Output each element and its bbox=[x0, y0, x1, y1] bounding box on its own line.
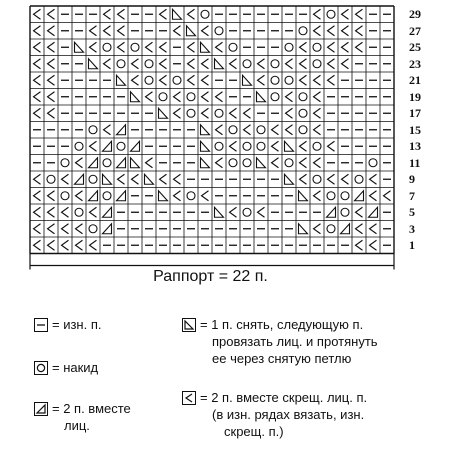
twisted-k2tog-mark bbox=[76, 224, 83, 234]
twisted-k2tog-mark bbox=[174, 191, 181, 201]
ssk-triangle bbox=[89, 59, 98, 69]
twisted-k2tog-mark bbox=[34, 207, 41, 217]
yarn-over-circle bbox=[369, 159, 377, 167]
twisted-k2tog-mark bbox=[342, 174, 349, 184]
twisted-k2tog-mark bbox=[384, 191, 391, 201]
twisted-k2tog-mark bbox=[230, 108, 237, 118]
twisted-k2tog-mark bbox=[76, 240, 83, 250]
twisted-k2tog-mark bbox=[34, 240, 41, 250]
yarn-over-circle bbox=[229, 126, 237, 134]
twisted-k2tog-mark bbox=[300, 158, 307, 168]
twisted-k2tog-mark bbox=[118, 42, 125, 52]
yarn-over-circle bbox=[131, 43, 139, 51]
twisted-k2tog-mark bbox=[160, 42, 167, 52]
twisted-k2tog-mark bbox=[370, 240, 377, 250]
twisted-k2tog-mark bbox=[48, 108, 55, 118]
k2tog-triangle bbox=[117, 191, 126, 201]
twisted-k2tog-mark bbox=[118, 9, 125, 19]
twisted-k2tog-mark bbox=[90, 42, 97, 52]
twisted-k2tog-mark bbox=[48, 92, 55, 102]
twisted-k2tog-mark bbox=[48, 9, 55, 19]
yarn-over-circle bbox=[215, 142, 223, 150]
k2tog-triangle bbox=[131, 141, 140, 151]
twisted-k2tog-mark bbox=[328, 26, 335, 36]
yarn-over-circle bbox=[215, 109, 223, 117]
twisted-k2tog-mark bbox=[342, 9, 349, 19]
twisted-k2tog-mark bbox=[174, 174, 181, 184]
twisted-k2tog-mark bbox=[328, 59, 335, 69]
legend-twisted-line3: скрещ. п.) bbox=[224, 424, 284, 439]
right-triangle-icon bbox=[34, 402, 48, 416]
twisted-k2tog-mark bbox=[216, 125, 223, 135]
yarn-over-circle bbox=[103, 159, 111, 167]
yarn-over-circle bbox=[187, 93, 195, 101]
ssk-triangle bbox=[285, 174, 294, 184]
twisted-k2tog-mark bbox=[356, 42, 363, 52]
twisted-k2tog-mark bbox=[202, 108, 209, 118]
twisted-k2tog-mark bbox=[90, 240, 97, 250]
legend-k2tog-line2: лиц. bbox=[64, 418, 90, 433]
twisted-k2tog-mark bbox=[62, 207, 69, 217]
twisted-k2tog-mark bbox=[188, 42, 195, 52]
ssk-triangle bbox=[215, 59, 224, 69]
twisted-k2tog-mark bbox=[34, 59, 41, 69]
twisted-k2tog-mark bbox=[328, 141, 335, 151]
twisted-k2tog-mark bbox=[230, 59, 237, 69]
twisted-k2tog-mark bbox=[314, 224, 321, 234]
row-number: 11 bbox=[409, 155, 421, 170]
twisted-k2tog-mark bbox=[90, 141, 97, 151]
twisted-k2tog-mark bbox=[286, 59, 293, 69]
dash-box-icon bbox=[34, 318, 48, 332]
yarn-over-circle bbox=[89, 225, 97, 233]
twisted-k2tog-mark bbox=[188, 9, 195, 19]
ssk-triangle bbox=[257, 92, 266, 102]
twisted-k2tog-mark bbox=[314, 191, 321, 201]
yarn-over-circle bbox=[313, 43, 321, 51]
twisted-k2tog-mark bbox=[258, 59, 265, 69]
k2tog-triangle bbox=[117, 125, 126, 135]
twisted-k2tog-mark bbox=[48, 26, 55, 36]
row-number: 17 bbox=[409, 106, 421, 121]
twisted-k2tog-mark bbox=[300, 59, 307, 69]
twisted-k2tog-mark bbox=[244, 125, 251, 135]
twisted-k2tog-mark bbox=[300, 174, 307, 184]
twisted-k2tog-mark bbox=[48, 42, 55, 52]
k2tog-triangle bbox=[103, 207, 112, 217]
yarn-over-circle bbox=[285, 76, 293, 84]
twisted-k2tog-mark bbox=[328, 42, 335, 52]
twisted-k2tog-mark bbox=[342, 26, 349, 36]
legend-twisted-line2: (в изн. рядах вязать, изн. bbox=[212, 407, 365, 422]
twisted-k2tog-mark bbox=[62, 224, 69, 234]
yarn-over-circle bbox=[89, 175, 97, 183]
twisted-k2tog-mark bbox=[370, 224, 377, 234]
yarn-over-circle bbox=[341, 208, 349, 216]
twisted-k2tog-mark bbox=[216, 42, 223, 52]
yarn-over-circle bbox=[61, 192, 69, 200]
twisted-k2tog-mark bbox=[118, 26, 125, 36]
twisted-k2tog-mark bbox=[356, 207, 363, 217]
twisted-k2tog-mark bbox=[370, 191, 377, 201]
row-number: 15 bbox=[409, 122, 421, 137]
twisted-k2tog-mark bbox=[146, 42, 153, 52]
legend-ssk-text bbox=[200, 316, 378, 367]
twisted-k2tog-mark bbox=[34, 9, 41, 19]
chart-grid bbox=[30, 6, 394, 254]
yarn-over-circle bbox=[103, 192, 111, 200]
ssk-triangle bbox=[145, 174, 154, 184]
twisted-k2tog-mark bbox=[90, 26, 97, 36]
twisted-k2tog-mark bbox=[34, 108, 41, 118]
yarn-over-circle bbox=[313, 175, 321, 183]
ssk-triangle bbox=[299, 191, 308, 201]
twisted-k2tog-mark bbox=[34, 26, 41, 36]
twisted-k2tog-mark bbox=[62, 240, 69, 250]
repeat-label: Раппорт = 22 п. bbox=[153, 268, 268, 285]
twisted-k2tog-mark bbox=[104, 125, 111, 135]
yarn-over-circle bbox=[117, 60, 125, 68]
row-number: 5 bbox=[409, 205, 415, 220]
row-number: 19 bbox=[409, 89, 421, 104]
row-number: 21 bbox=[409, 73, 421, 88]
yarn-over-circle bbox=[327, 10, 335, 18]
yarn-over-circle bbox=[89, 126, 97, 134]
yarn-over-circle bbox=[229, 159, 237, 167]
twisted-k2tog-mark bbox=[202, 75, 209, 85]
yarn-over-circle bbox=[187, 109, 195, 117]
twisted-k2tog-mark bbox=[174, 26, 181, 36]
twisted-k2tog-mark bbox=[314, 26, 321, 36]
yarn-over-circle bbox=[215, 27, 223, 35]
twisted-k2tog-mark bbox=[160, 174, 167, 184]
twisted-k2tog-mark bbox=[258, 207, 265, 217]
twisted-k2tog-mark bbox=[328, 174, 335, 184]
yarn-over-circle bbox=[117, 142, 125, 150]
ssk-triangle bbox=[257, 158, 266, 168]
yarn-over-circle bbox=[243, 159, 251, 167]
legend-twisted-text bbox=[200, 389, 367, 440]
twisted-k2tog-mark bbox=[314, 108, 321, 118]
legend-ssk-line2: провязать лиц. и протянуть bbox=[212, 334, 378, 349]
ssk-triangle bbox=[131, 92, 140, 102]
yarn-over-circle bbox=[243, 142, 251, 150]
yarn-over-circle bbox=[271, 60, 279, 68]
yarn-over-circle bbox=[271, 76, 279, 84]
k2tog-triangle bbox=[89, 191, 98, 201]
yarn-over-circle bbox=[299, 109, 307, 117]
twisted-k2tog-mark bbox=[76, 158, 83, 168]
row-number: 23 bbox=[409, 56, 421, 71]
yarn-over-circle bbox=[313, 142, 321, 150]
ssk-triangle bbox=[159, 108, 168, 118]
legend-ssk-line1: = 1 п. снять, следующую п. bbox=[200, 317, 364, 332]
ssk-triangle bbox=[285, 141, 294, 151]
yarn-over-circle bbox=[327, 225, 335, 233]
twisted-k2tog-mark bbox=[160, 59, 167, 69]
row-number: 9 bbox=[409, 172, 415, 187]
twisted-k2tog-mark bbox=[202, 59, 209, 69]
yarn-over-circle bbox=[61, 159, 69, 167]
twisted-k2tog-mark bbox=[188, 59, 195, 69]
circle-box-icon bbox=[34, 361, 48, 375]
ssk-triangle bbox=[201, 125, 210, 135]
twisted-k2tog-mark bbox=[300, 42, 307, 52]
twisted-k2tog-mark bbox=[48, 240, 55, 250]
ssk-triangle bbox=[75, 42, 84, 52]
yarn-over-circle bbox=[173, 76, 181, 84]
legend-k2tog-text bbox=[52, 400, 131, 434]
yarn-over-circle bbox=[341, 192, 349, 200]
ssk-triangle bbox=[159, 191, 168, 201]
left-triangle-icon bbox=[182, 318, 196, 332]
twisted-k2tog-mark bbox=[314, 75, 321, 85]
ssk-triangle bbox=[299, 224, 308, 234]
twisted-k2tog-mark bbox=[118, 174, 125, 184]
k2tog-triangle bbox=[89, 158, 98, 168]
twisted-k2tog-mark bbox=[230, 207, 237, 217]
yarn-over-circle bbox=[243, 60, 251, 68]
row-number: 7 bbox=[409, 188, 415, 203]
twisted-k2tog-mark bbox=[356, 26, 363, 36]
k2tog-triangle bbox=[103, 141, 112, 151]
yarn-over-circle bbox=[145, 76, 153, 84]
row-number: 27 bbox=[409, 23, 421, 38]
twisted-k2tog-mark bbox=[146, 92, 153, 102]
twisted-k2tog-mark bbox=[356, 240, 363, 250]
row-number: 29 bbox=[409, 7, 421, 22]
yarn-over-circle bbox=[229, 43, 237, 51]
ssk-triangle bbox=[243, 75, 252, 85]
k2tog-triangle bbox=[341, 224, 350, 234]
twisted-k2tog-mark bbox=[34, 224, 41, 234]
angle-bracket-icon bbox=[182, 391, 196, 405]
twisted-k2tog-mark bbox=[160, 75, 167, 85]
yarn-over-circle bbox=[299, 27, 307, 35]
twisted-k2tog-mark bbox=[34, 75, 41, 85]
twisted-k2tog-mark bbox=[104, 9, 111, 19]
yarn-over-circle bbox=[299, 93, 307, 101]
twisted-k2tog-mark bbox=[174, 92, 181, 102]
yarn-over-circle bbox=[257, 142, 265, 150]
twisted-k2tog-mark bbox=[314, 158, 321, 168]
ssk-triangle bbox=[103, 174, 112, 184]
twisted-k2tog-mark bbox=[34, 92, 41, 102]
row-number: 25 bbox=[409, 40, 421, 55]
twisted-k2tog-mark bbox=[34, 191, 41, 201]
twisted-k2tog-mark bbox=[216, 158, 223, 168]
yarn-over-circle bbox=[201, 10, 209, 18]
twisted-k2tog-mark bbox=[272, 141, 279, 151]
twisted-k2tog-mark bbox=[202, 191, 209, 201]
twisted-k2tog-mark bbox=[48, 207, 55, 217]
twisted-k2tog-mark bbox=[104, 59, 111, 69]
legend-yarn-over-text: = накид bbox=[52, 360, 99, 375]
yarn-over-circle bbox=[271, 93, 279, 101]
ssk-triangle bbox=[201, 158, 210, 168]
legend-k2tog-line1: = 2 п. вместе bbox=[52, 401, 131, 416]
twisted-k2tog-mark bbox=[48, 191, 55, 201]
yarn-over-circle bbox=[257, 126, 265, 134]
twisted-k2tog-mark bbox=[342, 42, 349, 52]
twisted-k2tog-mark bbox=[244, 108, 251, 118]
yarn-over-circle bbox=[159, 93, 167, 101]
twisted-k2tog-mark bbox=[202, 26, 209, 36]
twisted-k2tog-mark bbox=[216, 92, 223, 102]
twisted-k2tog-mark bbox=[356, 224, 363, 234]
twisted-k2tog-mark bbox=[258, 75, 265, 85]
twisted-k2tog-mark bbox=[48, 59, 55, 69]
twisted-k2tog-mark bbox=[300, 141, 307, 151]
ssk-triangle bbox=[131, 158, 140, 168]
row-number: 1 bbox=[409, 238, 415, 253]
k2tog-triangle bbox=[327, 207, 336, 217]
ssk-triangle bbox=[187, 26, 196, 36]
twisted-k2tog-mark bbox=[286, 92, 293, 102]
ssk-triangle bbox=[201, 141, 210, 151]
twisted-k2tog-mark bbox=[272, 158, 279, 168]
ssk-triangle bbox=[173, 9, 182, 19]
ssk-triangle bbox=[215, 207, 224, 217]
legend-purl-text: = изн. п. bbox=[52, 317, 102, 332]
k2tog-triangle bbox=[75, 174, 84, 184]
yarn-over-circle bbox=[285, 159, 293, 167]
twisted-k2tog-mark bbox=[286, 108, 293, 118]
k2tog-triangle bbox=[355, 191, 364, 201]
twisted-k2tog-mark bbox=[174, 108, 181, 118]
yarn-over-circle bbox=[327, 192, 335, 200]
ssk-triangle bbox=[117, 75, 126, 85]
row-number: 13 bbox=[409, 139, 421, 154]
twisted-k2tog-mark bbox=[48, 224, 55, 234]
yarn-over-circle bbox=[285, 43, 293, 51]
yarn-over-circle bbox=[313, 60, 321, 68]
legend-twisted-line1: = 2 п. вместе скрещ. лиц. п. bbox=[200, 390, 368, 405]
twisted-k2tog-mark bbox=[90, 207, 97, 217]
twisted-k2tog-mark bbox=[370, 174, 377, 184]
twisted-k2tog-mark bbox=[356, 9, 363, 19]
twisted-k2tog-mark bbox=[104, 26, 111, 36]
twisted-k2tog-mark bbox=[314, 92, 321, 102]
row-number: 3 bbox=[409, 221, 415, 236]
twisted-k2tog-mark bbox=[146, 158, 153, 168]
twisted-k2tog-mark bbox=[230, 141, 237, 151]
twisted-k2tog-mark bbox=[300, 75, 307, 85]
twisted-k2tog-mark bbox=[34, 42, 41, 52]
k2tog-triangle bbox=[369, 207, 378, 217]
twisted-k2tog-mark bbox=[286, 125, 293, 135]
yarn-over-circle bbox=[103, 43, 111, 51]
yarn-over-circle bbox=[355, 175, 363, 183]
yarn-over-circle bbox=[299, 126, 307, 134]
twisted-k2tog-mark bbox=[314, 9, 321, 19]
twisted-k2tog-mark bbox=[188, 75, 195, 85]
twisted-k2tog-mark bbox=[48, 75, 55, 85]
twisted-k2tog-mark bbox=[272, 125, 279, 135]
twisted-k2tog-mark bbox=[314, 125, 321, 135]
twisted-k2tog-mark bbox=[62, 174, 69, 184]
yarn-over-circle bbox=[243, 208, 251, 216]
yarn-over-circle bbox=[47, 175, 55, 183]
twisted-k2tog-mark bbox=[160, 9, 167, 19]
yarn-over-circle bbox=[187, 192, 195, 200]
yarn-over-circle bbox=[75, 208, 83, 216]
yarn-over-circle bbox=[145, 60, 153, 68]
yarn-over-circle bbox=[75, 142, 83, 150]
twisted-k2tog-mark bbox=[328, 75, 335, 85]
twisted-k2tog-mark bbox=[202, 92, 209, 102]
k2tog-triangle bbox=[103, 224, 112, 234]
k2tog-triangle bbox=[117, 158, 126, 168]
twisted-k2tog-mark bbox=[76, 191, 83, 201]
twisted-k2tog-mark bbox=[34, 174, 41, 184]
twisted-k2tog-mark bbox=[132, 174, 139, 184]
twisted-k2tog-mark bbox=[132, 75, 139, 85]
legend-ssk-line3: ее через снятую петлю bbox=[212, 351, 352, 366]
twisted-k2tog-mark bbox=[342, 59, 349, 69]
ssk-triangle bbox=[201, 42, 210, 52]
twisted-k2tog-mark bbox=[132, 59, 139, 69]
